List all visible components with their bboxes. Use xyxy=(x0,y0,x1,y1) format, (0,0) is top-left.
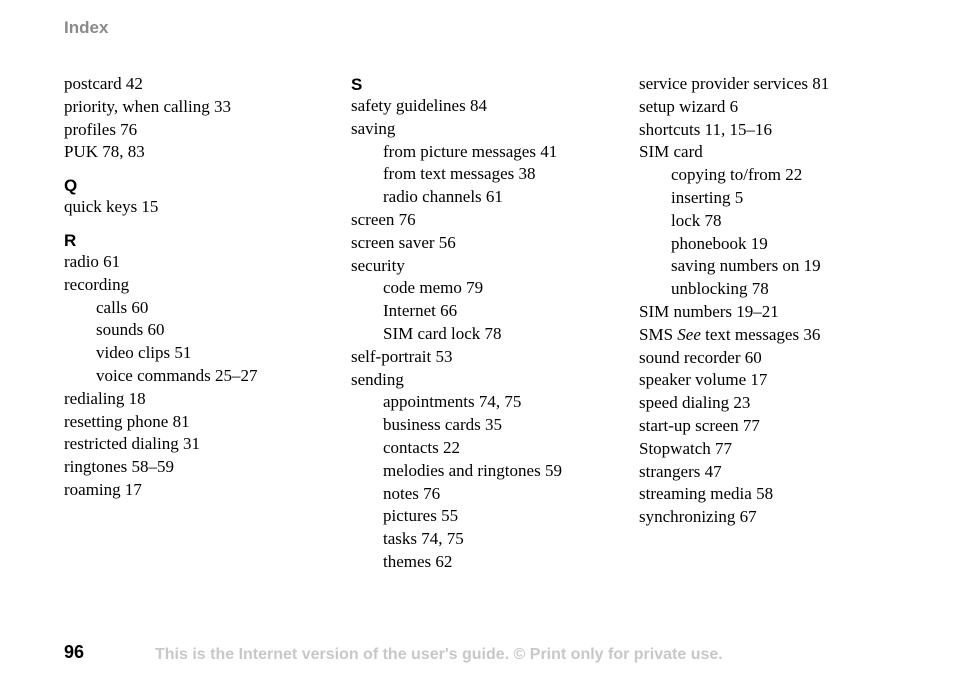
index-entry: strangers 47 xyxy=(639,461,722,481)
index-entry: synchronizing 67 xyxy=(639,507,757,527)
index-entry: resetting phone 81 xyxy=(64,411,190,431)
index-entry: ringtones 58–59 xyxy=(64,457,175,477)
index-subentry: voice commands 25–27 xyxy=(96,365,258,385)
index-entry: SIM card xyxy=(639,142,703,162)
index-entry: shortcuts 11, 15–16 xyxy=(639,119,773,139)
index-entry: self-portrait 53 xyxy=(351,346,453,366)
index-entry: redialing 18 xyxy=(64,388,146,408)
index-column-1 xyxy=(64,73,354,502)
index-subentry: radio channels 61 xyxy=(383,187,503,207)
index-entry: safety guidelines 84 xyxy=(351,96,487,115)
index-entry: streaming media 58 xyxy=(639,484,774,504)
index-subentry: code memo 79 xyxy=(383,278,484,298)
index-entry: sound recorder 60 xyxy=(639,347,762,367)
index-entry: radio 61 xyxy=(64,251,121,271)
index-column-2 xyxy=(351,73,641,574)
index-subentry: unblocking 78 xyxy=(671,279,769,299)
index-entry: priority, when calling 33 xyxy=(64,96,231,116)
index-entry: SIM numbers 19–21 xyxy=(639,301,779,321)
index-subentry: inserting 5 xyxy=(671,187,744,207)
index-subentry: appointments 74, 75 xyxy=(383,392,522,412)
index-subentry: from text messages 38 xyxy=(383,164,536,184)
index-entry: profiles 76 xyxy=(64,119,138,139)
index-subentry: phonebook 19 xyxy=(671,233,768,253)
page-header-title: Index xyxy=(64,18,109,37)
index-subentry: pictures 55 xyxy=(383,506,459,526)
index-entry: postcard 42 xyxy=(64,74,143,93)
index-entry: Stopwatch 77 xyxy=(639,438,733,458)
index-entry: restricted dialing 31 xyxy=(64,434,200,454)
index-subentry: calls 60 xyxy=(96,297,149,317)
index-subentry: business cards 35 xyxy=(383,415,502,435)
index-subentry: sounds 60 xyxy=(96,320,165,340)
index-subentry: themes 62 xyxy=(383,551,453,571)
index-entry: sending xyxy=(351,369,404,389)
index-subentry: tasks 74, 75 xyxy=(383,529,464,549)
index-subentry: contacts 22 xyxy=(383,437,460,457)
index-entry: quick keys 15 xyxy=(64,197,159,217)
index-subentry: from picture messages 41 xyxy=(383,141,558,161)
index-subentry: lock 78 xyxy=(671,210,722,230)
index-section-letter: R xyxy=(64,230,77,250)
index-entry: recording xyxy=(64,274,130,294)
index-subentry: SIM card lock 78 xyxy=(383,323,502,343)
index-section-letter: S xyxy=(351,75,363,94)
index-entry: PUK 78, 83 xyxy=(64,142,145,162)
index-entry-text: text messages 36 xyxy=(700,324,821,344)
index-entry: security xyxy=(351,255,405,275)
index-entry: roaming 17 xyxy=(64,479,142,499)
index-entry-text: SMS xyxy=(639,324,678,344)
index-subentry: Internet 66 xyxy=(383,301,458,321)
footer-note: This is the Internet version of the user's guide. © Print only for private use. xyxy=(155,646,723,663)
index-section-letter: Q xyxy=(64,176,78,196)
index-entry: start-up screen 77 xyxy=(639,415,760,435)
index-entry xyxy=(639,324,929,347)
index-subentry: saving numbers on 19 xyxy=(671,256,821,276)
index-subentry: melodies and ringtones 59 xyxy=(383,460,562,480)
index-entry: saving xyxy=(351,118,396,138)
index-entry: screen saver 56 xyxy=(351,232,456,252)
index-subentry: copying to/from 22 xyxy=(671,165,803,185)
index-entry: setup wizard 6 xyxy=(639,96,739,116)
page-number: 96 xyxy=(64,642,85,662)
index-entry: speaker volume 17 xyxy=(639,370,768,390)
index-entry-see: See xyxy=(677,324,701,344)
index-subentry: notes 76 xyxy=(383,483,441,503)
index-entry: service provider services 81 xyxy=(639,74,830,93)
index-entry: screen 76 xyxy=(351,209,416,229)
index-column-3 xyxy=(639,73,929,529)
index-entry: speed dialing 23 xyxy=(639,393,751,413)
index-subentry: video clips 51 xyxy=(96,343,192,363)
